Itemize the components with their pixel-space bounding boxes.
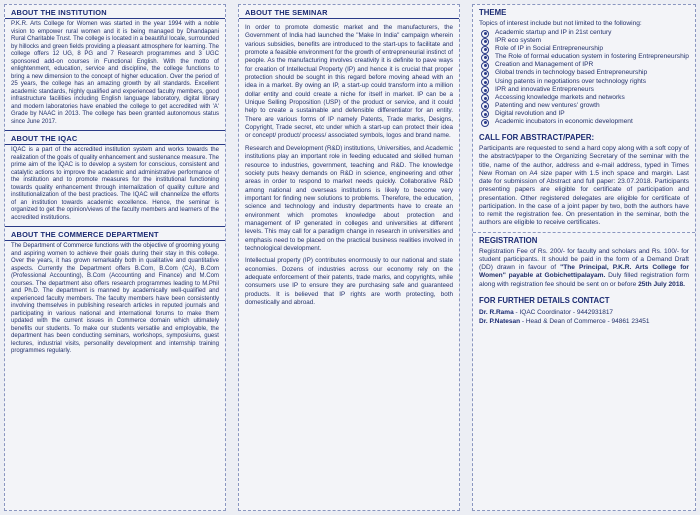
theme-intro: Topics of interest include but not limited to the following:: [479, 20, 642, 27]
list-item: Digital revolution and IP: [479, 110, 689, 118]
middle-panel: [238, 4, 460, 511]
registration-section: [473, 232, 695, 289]
right-panel: [472, 4, 696, 511]
seminar-paragraph-1: In order to promote domestic market and the manufacturers, the Government of India had launched the "Make In India" campaign wherein various subsidies, benefits are introduced to the start-ups to facilitate and promote a feasible environment for the growth of entrepreneurial instinct of people. As the manufacturing involves creativity it is definite to pave ways for creation of Intellectual Property (IP) and hence it is crucial that proper protection should be sought in this regard before moving ahead with an idea in a market. By owing an IP, a start-up could transform into a million dollar entity and could create a niche for itself in market. IP can be a Unique Selling Proposition (USP) of the product or service, and it could help to create a sustainable and defensible differentiator for an entity. There are various forms of IP namely Patents, Trade marks, Designs, Copyright, Trade secret, etc under which a start-up can protect their idea or concept/ product/ process/ associated symbols, logos and brand name.: [245, 24, 453, 140]
seminar-section: [239, 5, 459, 307]
commerce-text: The Department of Commerce functions with the objective of grooming young and aspiring women to achieve their goals during their stay in this college. Over the years, it has grown remarkably both in qualitative and quantitative aspects. Currently the Department offers B.Com, B.Com (CA), B.Com (Professional Accounting), B.Com (Accounting and Finance) and M.Com courses. The department also offers research programmes leading to M.Phil and Ph.D. The department is manned by academically well-qualified and experienced faculty members. The faculty members have been consistently involving themselves in publishing research articles in reputed journals and participating in various national and international forums to make them updated with the current issues in Commerce domain which ultimately benefits our students. To make our students versatile and employable, the department has been conducting seminars, workshops, symposiums, guest lectures, industrial visits, personality development and internship training programmes regularly.: [11, 243, 219, 354]
contact-section: [473, 293, 695, 326]
iqac-heading: ABOUT THE IQAC: [5, 130, 225, 145]
call-text: Participants are requested to send a hard copy along with a soft copy of the abstract/paper to the Organizing Secretary of the seminar with the title, name of the author, address and e-mail address, typed in Times New Roman on A4 size paper with 1.5 inch space and margin. Last date for submission of Abstract and full paper: 23.07.2018. Participants presenting papers are eligible for certificate of participation and presentation. Other registered delegates are eligible for certificate of participation. In the case of a joint paper by two, both the authors have to remit the registration fee. On presentation in the seminar, both the authors are eligible to receive certificates.: [479, 145, 689, 227]
commerce-section: [5, 226, 225, 356]
contact-heading: FOR FURTHER DETAILS CONTACT: [479, 295, 610, 305]
list-item: Academic incubators in economic development: [479, 118, 689, 126]
theme-list: [479, 29, 689, 126]
payee-text: "The Principal, P.K.R. Arts College for Women" payable at Gobichettipalayam.: [479, 264, 689, 280]
institution-text: P.K.R. Arts College for Women was started in the year 1994 with a noble vision to empower rural women and it is being managed by Dhandapani Rural Charitable Trust. The college is located in a beautiful locale, surrounded by hillocks and green fields providing a pleasant atmosphere for learning. The college offers 12 UG, 8 PG and 7 Research programmes and 3 UGC sponsored add-on courses in Functional English. With the motto of enlightenment, education, service and discipline, the college functions to bring a new dimension to the concept of higher education. Over the period of 25 years, the college has an amazing growth by all standards. Excellent academic standards, highly qualified and experienced faculty members, good infrastructure facilities including English language laboratory, digital library and modern laboratories have enabled the college to get accredited with 'A' Grade by NAAC in 2013. The college has been granted autonomous status since June 2017.: [11, 21, 219, 125]
call-section: [473, 130, 695, 228]
registration-heading: REGISTRATION: [479, 235, 538, 245]
theme-section: [473, 5, 695, 126]
list-item: The Role of formal education system in fostering Entrepreneurship: [479, 53, 689, 61]
left-panel: [4, 4, 226, 511]
iqac-text: IQAC is a part of the accredited institution system and works towards the realization of the goals of quality enhancement and sustenance measure. The prime aim of the IQAC is to develop a system for conscious, consistent and catalytic actions to improve the academic and administrative performance of the institution and to promote measures for the institutional functioning towards quality enhancement through internalization of quality culture and institutionalization of the best practices. The IQAC will channelize the efforts of an institution towards academic excellence. Hence, the seminar is organized to get the opinion/views of the faculty members and learners of the accredited institutions.: [11, 147, 219, 221]
list-item: Using patents in negotiations over technology rights: [479, 78, 689, 86]
seminar-heading: ABOUT THE SEMINAR: [239, 5, 459, 19]
seminar-paragraph-3: Intellectual property (IP) contributes enormously to our national and state economies. Dozens of industries across our economy rely on the adequate enforcement of their patents, trade marks, and copyrights, while consumers use IP to ensure they are purchasing safe and guaranteed products. It is believed that IP rights are worth protecting, both domestically and abroad.: [245, 257, 453, 306]
list-item: Creation and Management of IPR: [479, 61, 689, 69]
contact-person: Dr. R.Rama - IQAC Coordinator - 9442931817: [479, 308, 614, 316]
iqac-section: [5, 130, 225, 222]
seminar-paragraph-2: Research and Development (R&D) institutions, Universities, and Academic institutions play an important role in feeding educated and skilled human resource to industries, government, teaching and R&D. The knowledge society puts heavy demands on R&D in science, engineering and other areas in order to respond to market needs quickly. Collaborative R&D among national and overseas institutions is likely to become very important for finding new solutions to problems. Therefore, the education, science and technology and industry departments have to create an environment which promotes knowledge about protection and management of IP generated in colleges and universities at different levels. This may call for a paradigm change in research in universities and emphasis need to be placed on the practical business realities involved in technological development.: [245, 144, 453, 252]
call-heading: CALL FOR ABSTRACT/PAPER:: [479, 133, 595, 143]
list-item: Patenting and new ventures' growth: [479, 102, 689, 110]
list-item: Global trends in technology based Entrepreneurship: [479, 69, 689, 77]
institution-section: [5, 5, 225, 126]
list-item: Role of IP in Social Entrepreneurship: [479, 45, 689, 53]
institution-heading: ABOUT THE INSTITUTION: [5, 5, 225, 19]
theme-heading: THEME: [479, 8, 507, 17]
registration-text: Registration Fee of Rs. 200/- for faculty and scholars and Rs. 100/- for student participants. It should be paid in the form of a Demand Draft (DD) drawn in favour of "The Principal, P.K.R. Arts College for Women" payable at Gobichettipalayam. Duly filled registration form along with registration fee should be sent on or before 25th July 2018.: [479, 247, 690, 288]
list-item: IPR and innovative Entrepreneurs: [479, 86, 689, 94]
list-item: IPR eco system: [479, 37, 689, 45]
bullet-icon: [481, 119, 489, 127]
list-item: Academic startup and IP in 21st century: [479, 29, 689, 37]
contact-person: Dr. P.Natesan - Head & Dean of Commerce - 94861 23451: [479, 317, 650, 325]
deadline-text: 25th July 2018.: [638, 280, 686, 288]
commerce-heading: ABOUT THE COMMERCE DEPARTMENT: [5, 226, 225, 241]
list-item: Accessing knowledge markets and networks: [479, 94, 689, 102]
